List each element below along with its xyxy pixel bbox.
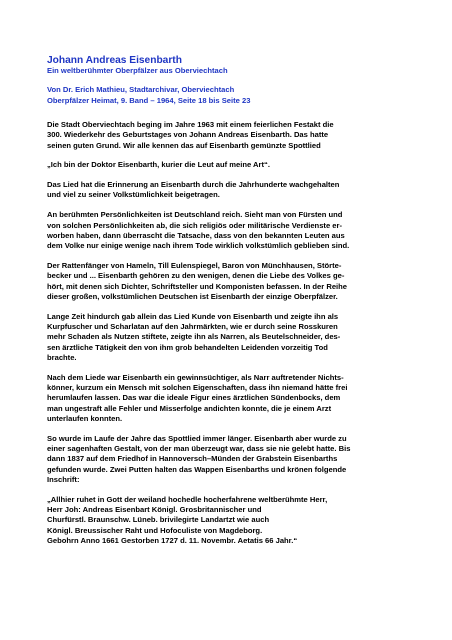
text-line: Die Stadt Oberviechtach beging im Jahre 1963 mit einem feierlichen Festakt die [47,120,334,129]
text-line: becker und ... Eisenbarth gehören zu den wenigen, denen die Liebe des Volkes ge- [47,271,345,281]
text-line: Lange Zeit hindurch gab allein das Lied Kunde von Eisenbarth und zeigte ihn als [47,311,339,321]
byline-source: Oberpfälzer Heimat, 9. Band – 1964, Seite 18 bis Seite 23 [47,95,251,105]
text-line: Inschrift: [47,474,80,484]
text-line: Kurpfuscher und Scharlatan auf den Jahrmärkten, wie er durch seine Rosskuren [47,321,338,331]
article-title: Johann Andreas Eisenbarth [47,55,182,66]
text-line: gefunden wurde. Zwei Putten halten das Wappen Eisenbarths und krönen folgende [47,464,347,474]
text-line: könner, kurzum ein Mensch mit solchen Eigenschaften, dass ihn niemand hätte frei [47,382,348,392]
text-line: herumlaufen lassen. Das war die ideale Figur eines ärztlichen Sündenbocks, dem [47,393,341,403]
text-line: An berühmten Persönlichkeiten ist Deutschland reich. Sieht man von Fürsten und [47,210,343,220]
text-line: 300. Wiederkehr des Geburtstages von Johann Andreas Eisenbarth. Das hatte [47,130,329,140]
text-line: Gebohrn Anno 1661 Gestorben 1727 d. 11. Novembr. Aetatis 66 Jahr.“ [47,535,298,545]
text-line: „Allhier ruhet in Gott der weiland hochedle hocherfahrene weltberühmte Herr, [47,494,328,504]
byline-author: Von Dr. Erich Mathieu, Stadtarchivar, Oberviechtach [47,85,235,94]
text-line: „Ich bin der Doktor Eisenbarth, kurier die Leut auf meine Art“. [47,160,270,170]
text-line: mehr Schaden als Nutzen stiftete, zeigte ihn als Narren, als Beutelschneider, des- [47,332,341,342]
text-line: dem Volke nur einige wenige nach ihrem Tode wirklich volkstümlich geblieben sind. [47,241,350,251]
paragraph [47,373,427,424]
article-subtitle: Ein weltberühmter Oberpfälzer aus Oberviechtach [47,66,228,75]
paragraph [47,495,427,546]
text-line: unterlaufen konnten. [47,413,123,423]
text-line: man ungestraft alle Fehler und Misserfolge andichten konnte, die je einem Arzt [47,403,332,413]
text-line: sen ärztliche Tätigkeit den von ihm grob behandelten Leidenden vorzeitig Tod [47,342,328,352]
text-line: worben haben, dann überrascht die Tatsache, dass von den bekannten Leuten aus [47,230,345,240]
text-line: dann 1837 auf dem Friedhof in Hannoversch–Münden der Grabstein Eisenbarths [47,454,338,464]
text-line: hört, mit denen sich Dichter, Schriftsteller und Komponisten befassen. In der Reihe [47,281,348,291]
text-line: seinen guten Grund. Wir alle kennen das auf Eisenbarth gemünzte Spottlied [47,140,321,150]
paragraph [47,210,427,251]
text-line: dieser großen, volkstümlichen Deutschen ist Eisenbarth der einzige Oberpfälzer. [47,291,338,301]
text-line: einer sagenhaften Gestalt, von der man überzeugt war, dass sie nie gelebt hatte. Bis [47,443,351,453]
paragraph [47,434,427,485]
text-line: von solchen Persönlichkeiten ab, die sich religiös oder militärische Verdienste er- [47,220,342,230]
paragraph [47,180,427,201]
text-line: Herr Joh: Andreas Eisenbart Königl. Grosbritannischer und [47,504,262,514]
document-page [47,55,427,556]
text-line: Das Lied hat die Erinnerung an Eisenbarth durch die Jahrhunderte wachgehalten [47,180,340,190]
text-line: Churfürstl. Braunschw. Lüneb. brivilegirte Landartzt wie auch [47,515,270,525]
text-line: Königl. Breussischer Raht und Hofoculiste von Magdeborg. [47,525,263,535]
text-line: So wurde im Laufe der Jahre das Spottlied immer länger. Eisenbarth aber wurde zu [47,433,347,443]
paragraph [47,312,427,363]
paragraph [47,261,427,302]
article-body [47,120,427,546]
paragraph [47,120,427,151]
text-line: Der Rattenfänger von Hameln, Till Eulenspiegel, Baron von Münchhausen, Störte- [47,260,342,270]
text-line: und viel zu seiner Volkstümlichkeit beigetragen. [47,190,220,200]
text-line: Nach dem Liede war Eisenbarth ein gewinnsüchtiger, als Narr auftretender Nichts- [47,372,344,382]
text-line: brachte. [47,352,77,362]
paragraph [47,160,427,170]
article-byline [47,85,427,106]
